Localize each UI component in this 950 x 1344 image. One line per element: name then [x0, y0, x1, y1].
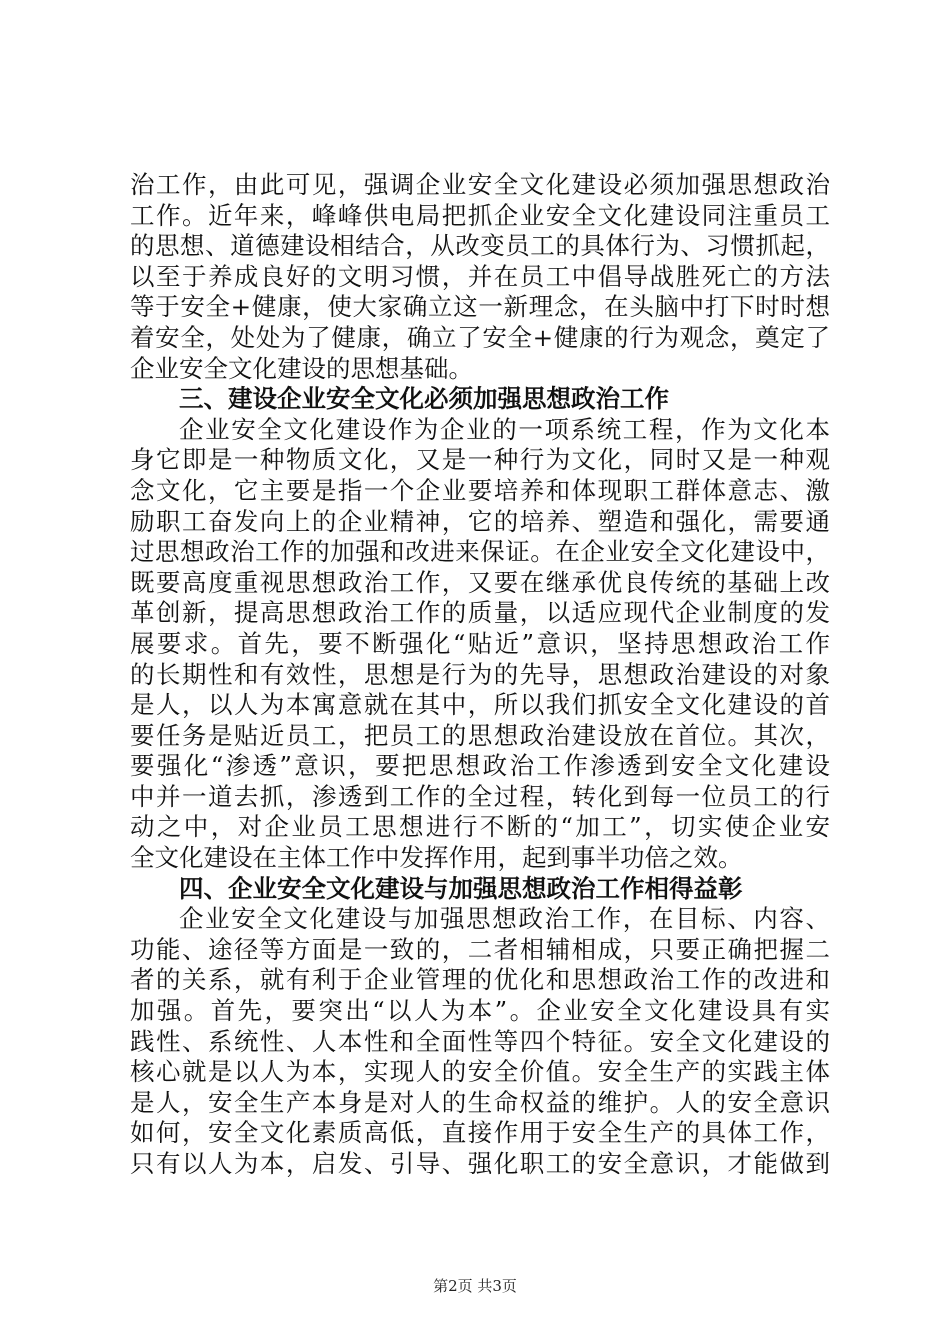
section-heading: 四、企业安全文化建设与加强思想政治工作相得益彰 [179, 873, 743, 903]
text-line: 全文化建设在主体工作中发挥作用，起到事半功倍之效。 [130, 843, 743, 873]
text-line: 企业安全文化建设与加强思想政治工作，在目标、内容、 [179, 904, 830, 934]
text-line: 革创新，提高思想政治工作的质量，以适应现代企业制度的发 [130, 598, 830, 628]
paragraph [130, 904, 830, 1179]
text-line: 加强。首先，要突出“以人为本”。企业安全文化建设具有实 [130, 996, 830, 1026]
paragraph [130, 170, 830, 384]
text-line: 践性、系统性、人本性和全面性等四个特征。安全文化建设的 [130, 1026, 830, 1056]
text-line: 企业安全文化建设的思想基础。 [130, 353, 473, 383]
text-line: 过思想政治工作的加强和改进来保证。在企业安全文化建设中， [130, 537, 830, 567]
text-line: 核心就是以人为本，实现人的安全价值。安全生产的实践主体 [130, 1057, 830, 1087]
text-line: 只有以人为本，启发、引导、强化职工的安全意识，才能做到 [130, 1149, 830, 1178]
text-line: 是人，安全生产本身是对人的生命权益的维护。人的安全意识 [130, 1087, 830, 1117]
text-line: 念文化，它主要是指一个企业要培养和体现职工群体意志、激 [130, 475, 830, 505]
text-line: 要任务是贴近员工，把员工的思想政治建设放在首位。其次， [130, 720, 830, 750]
text-line: 着安全，处处为了健康，确立了安全+健康的行为观念，奠定了 [130, 322, 830, 352]
text-line: 功能、途径等方面是一致的，二者相辅相成，只要正确把握二 [130, 934, 830, 964]
text-line: 中并一道去抓，渗透到工作的全过程，转化到每一位员工的行 [130, 781, 830, 811]
paragraph [130, 415, 830, 874]
text-line: 的思想、道德建设相结合，从改变员工的具体行为、习惯抓起， [130, 231, 830, 261]
text-line: 企业安全文化建设作为企业的一项系统工程，作为文化本 [179, 414, 830, 444]
text-line: 展要求。首先，要不断强化“贴近”意识，坚持思想政治工作 [130, 628, 830, 658]
page-footer: 第2页 共3页 [433, 1277, 517, 1295]
document-body [130, 170, 830, 1180]
text-line: 者的关系，就有利于企业管理的优化和思想政治工作的改进和 [130, 965, 830, 995]
text-line: 如何，安全文化素质高低，直接作用于安全生产的具体工作， [130, 1118, 830, 1148]
text-line: 动之中，对企业员工思想进行不断的“加工”，切实使企业安 [130, 812, 830, 842]
section-heading: 三、建设企业安全文化必须加强思想政治工作 [179, 384, 669, 414]
text-line: 等于安全+健康，使大家确立这一新理念，在头脑中打下时时想 [130, 292, 830, 322]
text-line: 治工作，由此可见，强调企业安全文化建设必须加强思想政治 [130, 170, 830, 199]
text-line: 工作。近年来，峰峰供电局把抓企业安全文化建设同注重员工 [130, 200, 830, 230]
text-line: 既要高度重视思想政治工作，又要在继承优良传统的基础上改 [130, 567, 830, 597]
text-line: 励职工奋发向上的企业精神，它的培养、塑造和强化，需要通 [130, 506, 830, 536]
text-line: 是人，以人为本寓意就在其中，所以我们抓安全文化建设的首 [130, 690, 830, 720]
text-line: 身它即是一种物质文化，又是一种行为文化，同时又是一种观 [130, 445, 830, 475]
text-line: 要强化“渗透”意识，要把思想政治工作渗透到安全文化建设 [130, 751, 830, 781]
text-line: 以至于养成良好的文明习惯，并在员工中倡导战胜死亡的方法 [130, 261, 830, 291]
text-line: 的长期性和有效性，思想是行为的先导，思想政治建设的对象 [130, 659, 830, 689]
